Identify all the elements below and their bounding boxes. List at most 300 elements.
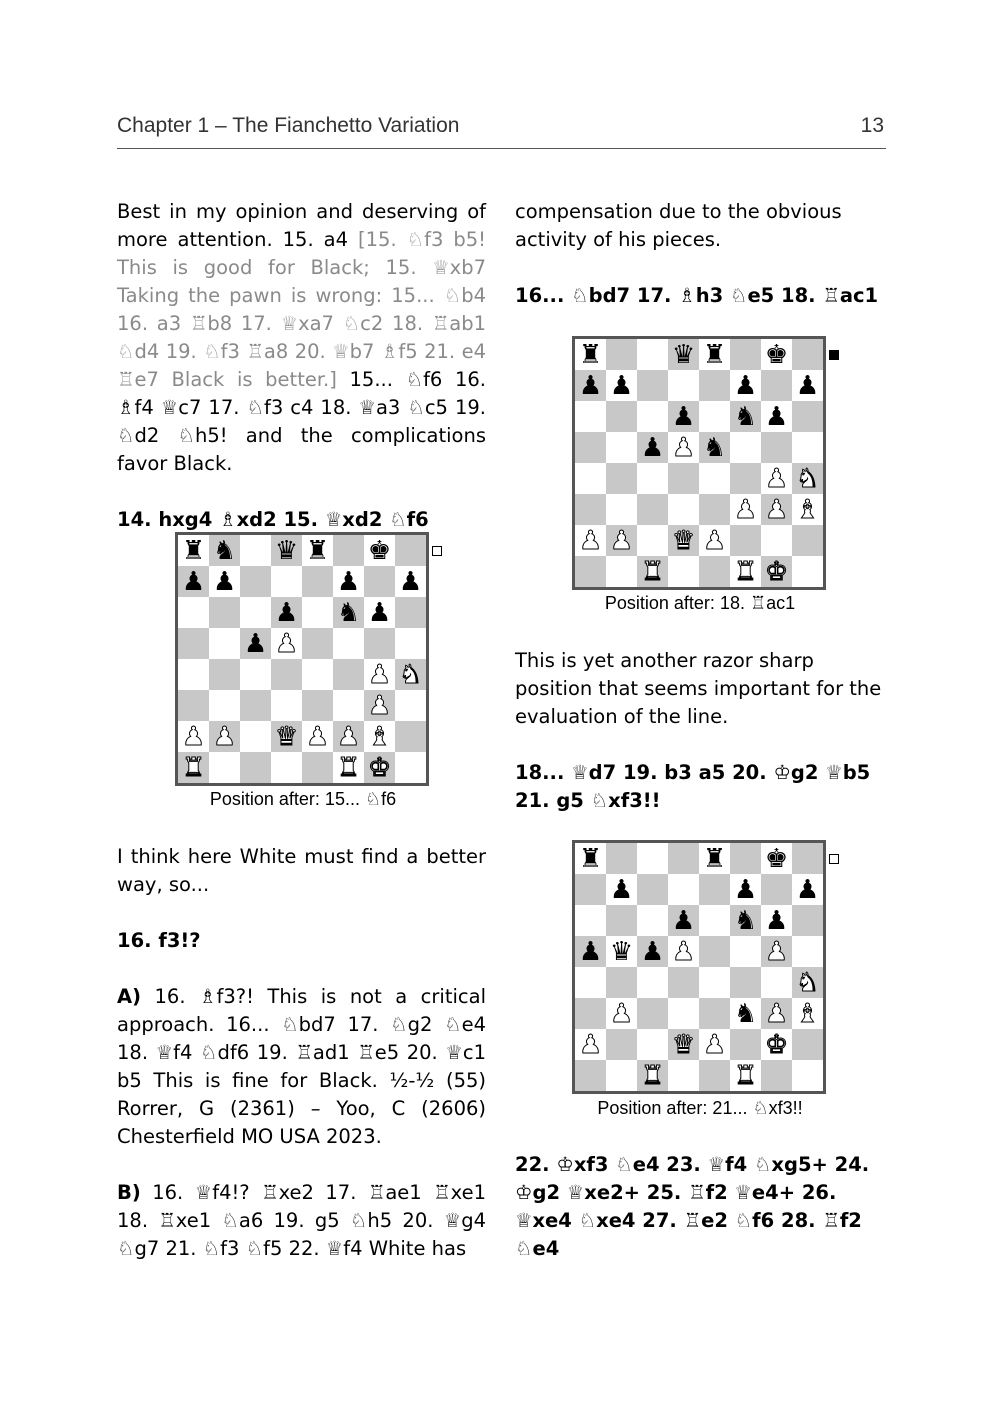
square-f1 xyxy=(333,752,364,783)
square-f5 xyxy=(730,936,761,967)
square-f3 xyxy=(333,690,364,721)
square-e3 xyxy=(302,690,333,721)
side-to-move-marker-3 xyxy=(829,854,839,864)
square-e6 xyxy=(699,401,730,432)
square-g8 xyxy=(761,339,792,370)
white-king-icon: ♚ xyxy=(764,1029,789,1060)
white-bishop-icon: ♝ xyxy=(367,721,392,752)
page-header xyxy=(117,112,886,149)
square-g2 xyxy=(761,525,792,556)
white-pawn-icon: ♟ xyxy=(181,721,206,752)
white-bishop-icon: ♝ xyxy=(795,998,820,1029)
square-a4 xyxy=(178,659,209,690)
square-f7 xyxy=(730,874,761,905)
chess-board-3 xyxy=(572,840,826,1094)
square-g6 xyxy=(761,401,792,432)
black-pawn-icon: ♟ xyxy=(640,432,665,463)
variation-a-label: A) xyxy=(117,985,142,1008)
white-pawn-icon: ♟ xyxy=(578,1029,603,1060)
square-a6 xyxy=(575,905,606,936)
square-a4 xyxy=(575,463,606,494)
square-e2 xyxy=(699,525,730,556)
black-pawn-icon: ♟ xyxy=(733,370,758,401)
white-pawn-icon: ♟ xyxy=(671,432,696,463)
square-g3 xyxy=(761,998,792,1029)
black-pawn-icon: ♟ xyxy=(212,566,237,597)
square-g5 xyxy=(761,936,792,967)
square-e8 xyxy=(699,339,730,370)
black-pawn-icon: ♟ xyxy=(795,874,820,905)
square-a2 xyxy=(178,721,209,752)
paragraph-compensation: compensation due to the obvious activity of his pieces. xyxy=(515,200,842,251)
square-a7 xyxy=(575,874,606,905)
black-rook-icon: ♜ xyxy=(702,339,727,370)
board-caption-3: Position after: 21... ♘xf3!! xyxy=(597,1098,803,1118)
square-e4 xyxy=(302,659,333,690)
white-knight-icon: ♞ xyxy=(795,967,820,998)
chess-board-2 xyxy=(572,336,826,590)
black-pawn-icon: ♟ xyxy=(764,401,789,432)
square-d5 xyxy=(668,432,699,463)
square-b8 xyxy=(209,535,240,566)
black-pawn-icon: ♟ xyxy=(795,370,820,401)
white-queen-icon: ♛ xyxy=(274,721,299,752)
white-pawn-icon: ♟ xyxy=(367,690,392,721)
square-a6 xyxy=(575,401,606,432)
variation-a-text: 16. ♗f3?! This is not a critical approach. 16... ♘bd7 17. ♘g2 ♘e4 18. ♕f4 ♘df6 19. ♖ad1 ♖e5 20. ♕c1 b5 This is fine for Black. ½-½ (55) Rorrer, G (2361) – Yoo, C (2606) Chesterfield MO USA 2023. xyxy=(117,985,486,1148)
white-pawn-icon: ♟ xyxy=(702,1029,727,1060)
square-b5 xyxy=(606,432,637,463)
square-h7 xyxy=(395,566,426,597)
black-knight-icon: ♞ xyxy=(702,432,727,463)
square-b5 xyxy=(209,628,240,659)
text-main-continued: 15... ♘f6 16. ♗f4 ♕c7 17. ♘f3 c4 18. ♕a3 ♘c5 19. ♘d2 ♘h5! and the complications favor Black. xyxy=(117,368,486,475)
square-g1 xyxy=(761,1060,792,1091)
square-e7 xyxy=(302,566,333,597)
square-a3 xyxy=(575,998,606,1029)
square-g2 xyxy=(761,1029,792,1060)
black-king-icon: ♚ xyxy=(367,535,392,566)
square-h1 xyxy=(395,752,426,783)
square-c6 xyxy=(637,401,668,432)
square-e8 xyxy=(699,843,730,874)
square-b8 xyxy=(606,339,637,370)
square-b6 xyxy=(606,401,637,432)
square-c5 xyxy=(637,936,668,967)
square-a7 xyxy=(178,566,209,597)
square-a1 xyxy=(575,1060,606,1091)
board-caption-1: Position after: 15... ♘f6 xyxy=(209,789,397,809)
square-c1 xyxy=(637,1060,668,1091)
white-pawn-icon: ♟ xyxy=(578,525,603,556)
white-rook-icon: ♜ xyxy=(336,752,361,783)
white-rook-icon: ♜ xyxy=(181,752,206,783)
square-h6 xyxy=(395,597,426,628)
white-pawn-icon: ♟ xyxy=(609,998,634,1029)
square-f4 xyxy=(730,967,761,998)
square-c8 xyxy=(240,535,271,566)
square-d6 xyxy=(271,597,302,628)
square-h2 xyxy=(792,1029,823,1060)
square-e8 xyxy=(302,535,333,566)
square-g8 xyxy=(761,843,792,874)
square-d6 xyxy=(668,401,699,432)
square-e2 xyxy=(699,1029,730,1060)
square-d7 xyxy=(668,874,699,905)
square-c7 xyxy=(637,370,668,401)
square-h4 xyxy=(792,967,823,998)
black-knight-icon: ♞ xyxy=(733,905,758,936)
square-g7 xyxy=(761,874,792,905)
black-pawn-icon: ♟ xyxy=(640,936,665,967)
square-g7 xyxy=(761,370,792,401)
square-c2 xyxy=(637,1029,668,1060)
side-to-move-marker-2 xyxy=(829,350,839,360)
square-b8 xyxy=(606,843,637,874)
square-g4 xyxy=(364,659,395,690)
square-c2 xyxy=(637,525,668,556)
square-h1 xyxy=(792,556,823,587)
square-b4 xyxy=(606,463,637,494)
square-f7 xyxy=(730,370,761,401)
chess-board-1 xyxy=(175,532,429,786)
black-pawn-icon: ♟ xyxy=(181,566,206,597)
square-h5 xyxy=(792,936,823,967)
square-a2 xyxy=(575,525,606,556)
square-d2 xyxy=(271,721,302,752)
square-d3 xyxy=(668,998,699,1029)
white-king-icon: ♚ xyxy=(764,556,789,587)
black-knight-icon: ♞ xyxy=(733,998,758,1029)
black-pawn-icon: ♟ xyxy=(274,597,299,628)
square-a3 xyxy=(178,690,209,721)
square-c8 xyxy=(637,339,668,370)
black-pawn-icon: ♟ xyxy=(398,566,423,597)
white-queen-icon: ♛ xyxy=(671,525,696,556)
square-a8 xyxy=(575,339,606,370)
square-f6 xyxy=(730,905,761,936)
square-f8 xyxy=(730,339,761,370)
left-column-bottom xyxy=(117,843,486,1291)
square-a8 xyxy=(575,843,606,874)
square-d1 xyxy=(668,556,699,587)
square-g5 xyxy=(761,432,792,463)
white-pawn-icon: ♟ xyxy=(609,525,634,556)
square-f1 xyxy=(730,1060,761,1091)
square-h3 xyxy=(395,690,426,721)
square-b4 xyxy=(606,967,637,998)
square-a4 xyxy=(575,967,606,998)
side-to-move-marker-1 xyxy=(432,546,442,556)
square-f3 xyxy=(730,998,761,1029)
white-king-icon: ♚ xyxy=(367,752,392,783)
right-column-middle xyxy=(515,647,887,843)
square-a8 xyxy=(178,535,209,566)
square-d2 xyxy=(668,1029,699,1060)
square-d3 xyxy=(668,494,699,525)
square-a5 xyxy=(575,432,606,463)
square-g3 xyxy=(761,494,792,525)
square-h3 xyxy=(792,494,823,525)
white-pawn-icon: ♟ xyxy=(336,721,361,752)
square-e6 xyxy=(302,597,333,628)
left-column-top xyxy=(117,198,487,566)
square-e4 xyxy=(699,463,730,494)
white-bishop-icon: ♝ xyxy=(795,494,820,525)
square-a5 xyxy=(575,936,606,967)
square-b6 xyxy=(209,597,240,628)
white-rook-icon: ♜ xyxy=(733,1060,758,1091)
square-e1 xyxy=(302,752,333,783)
white-pawn-icon: ♟ xyxy=(764,998,789,1029)
black-pawn-icon: ♟ xyxy=(671,401,696,432)
black-rook-icon: ♜ xyxy=(702,843,727,874)
black-rook-icon: ♜ xyxy=(181,535,206,566)
white-pawn-icon: ♟ xyxy=(212,721,237,752)
white-pawn-icon: ♟ xyxy=(367,659,392,690)
square-c5 xyxy=(637,432,668,463)
square-f3 xyxy=(730,494,761,525)
square-g6 xyxy=(364,597,395,628)
square-f7 xyxy=(333,566,364,597)
square-f6 xyxy=(730,401,761,432)
white-pawn-icon: ♟ xyxy=(671,936,696,967)
square-c7 xyxy=(240,566,271,597)
square-d1 xyxy=(271,752,302,783)
right-column-top xyxy=(515,198,887,338)
board-caption-2: Position after: 18. ♖ac1 xyxy=(604,593,796,613)
move-line-18: 18... ♕d7 19. b3 a5 20. ♔g2 ♕b5 21. g5 ♘xf3!! xyxy=(515,761,871,812)
square-c8 xyxy=(637,843,668,874)
paragraph-intro xyxy=(117,198,486,478)
square-e3 xyxy=(699,998,730,1029)
variation-a xyxy=(117,983,486,1151)
square-f4 xyxy=(333,659,364,690)
black-pawn-icon: ♟ xyxy=(609,370,634,401)
square-f4 xyxy=(730,463,761,494)
white-knight-icon: ♞ xyxy=(398,659,423,690)
paragraph-razor-sharp: This is yet another razor sharp position that seems important for the evaluation of the line. xyxy=(515,649,882,728)
square-b3 xyxy=(209,690,240,721)
square-g7 xyxy=(364,566,395,597)
square-h5 xyxy=(395,628,426,659)
square-h4 xyxy=(395,659,426,690)
black-queen-icon: ♛ xyxy=(274,535,299,566)
variation-b-label: B) xyxy=(117,1181,141,1204)
black-knight-icon: ♞ xyxy=(212,535,237,566)
black-rook-icon: ♜ xyxy=(578,339,603,370)
square-a6 xyxy=(178,597,209,628)
square-f2 xyxy=(730,525,761,556)
white-pawn-icon: ♟ xyxy=(764,494,789,525)
square-d4 xyxy=(271,659,302,690)
square-b7 xyxy=(209,566,240,597)
square-d7 xyxy=(271,566,302,597)
black-rook-icon: ♜ xyxy=(305,535,330,566)
square-c3 xyxy=(637,998,668,1029)
square-b7 xyxy=(606,370,637,401)
square-e1 xyxy=(699,556,730,587)
square-c3 xyxy=(637,494,668,525)
white-pawn-icon: ♟ xyxy=(764,936,789,967)
square-c5 xyxy=(240,628,271,659)
square-f2 xyxy=(730,1029,761,1060)
move-line-16: 16. f3!? xyxy=(117,929,201,952)
square-c6 xyxy=(240,597,271,628)
black-pawn-icon: ♟ xyxy=(733,874,758,905)
square-g4 xyxy=(761,463,792,494)
black-queen-icon: ♛ xyxy=(671,339,696,370)
square-d2 xyxy=(668,525,699,556)
square-h8 xyxy=(395,535,426,566)
black-pawn-icon: ♟ xyxy=(367,597,392,628)
square-d7 xyxy=(668,370,699,401)
paragraph-better-way: I think here White must find a better way, so... xyxy=(117,845,486,896)
square-d1 xyxy=(668,1060,699,1091)
square-e6 xyxy=(699,905,730,936)
white-pawn-icon: ♟ xyxy=(764,463,789,494)
square-a1 xyxy=(178,752,209,783)
square-h1 xyxy=(792,1060,823,1091)
black-pawn-icon: ♟ xyxy=(578,936,603,967)
square-h2 xyxy=(792,525,823,556)
square-d8 xyxy=(668,843,699,874)
square-b3 xyxy=(606,494,637,525)
square-e4 xyxy=(699,967,730,998)
move-line-14: 14. hxg4 ♗xd2 15. ♕xd2 ♘f6 xyxy=(117,508,429,531)
black-pawn-icon: ♟ xyxy=(243,628,268,659)
square-g6 xyxy=(761,905,792,936)
square-h4 xyxy=(792,463,823,494)
square-e7 xyxy=(699,370,730,401)
right-column-bottom xyxy=(515,1151,887,1291)
square-g4 xyxy=(761,967,792,998)
square-a2 xyxy=(575,1029,606,1060)
square-e7 xyxy=(699,874,730,905)
square-c7 xyxy=(637,874,668,905)
black-pawn-icon: ♟ xyxy=(336,566,361,597)
square-b2 xyxy=(606,1029,637,1060)
square-h8 xyxy=(792,339,823,370)
square-h8 xyxy=(792,843,823,874)
square-e5 xyxy=(699,432,730,463)
move-line-22: 22. ♔xf3 ♘e4 23. ♕f4 ♘xg5+ 24. ♔g2 ♕xe2+ 25. ♖f2 ♕e4+ 26. ♕xe4 ♘xe4 27. ♖e2 ♘f6 28. ♖f2 ♘e4 xyxy=(515,1153,870,1260)
square-e1 xyxy=(699,1060,730,1091)
black-pawn-icon: ♟ xyxy=(671,905,696,936)
square-h7 xyxy=(792,874,823,905)
page-number: 13 xyxy=(860,114,884,137)
black-knight-icon: ♞ xyxy=(733,401,758,432)
square-h5 xyxy=(792,432,823,463)
square-d8 xyxy=(271,535,302,566)
square-c1 xyxy=(240,752,271,783)
square-h7 xyxy=(792,370,823,401)
square-g1 xyxy=(761,556,792,587)
square-d5 xyxy=(271,628,302,659)
square-h3 xyxy=(792,998,823,1029)
square-b2 xyxy=(606,525,637,556)
square-b6 xyxy=(606,905,637,936)
black-pawn-icon: ♟ xyxy=(609,874,634,905)
black-king-icon: ♚ xyxy=(764,843,789,874)
square-f5 xyxy=(730,432,761,463)
square-b1 xyxy=(606,1060,637,1091)
variation-b-text: 16. ♕f4!? ♖xe2 17. ♖ae1 ♖xe1 18. ♖xe1 ♘a6 19. g5 ♘h5 20. ♕g4 ♘g7 21. ♘f3 ♘f5 22. ♕f4 White has xyxy=(117,1181,486,1260)
black-pawn-icon: ♟ xyxy=(764,905,789,936)
square-b7 xyxy=(606,874,637,905)
white-rook-icon: ♜ xyxy=(640,556,665,587)
white-pawn-icon: ♟ xyxy=(305,721,330,752)
white-pawn-icon: ♟ xyxy=(274,628,299,659)
square-f1 xyxy=(730,556,761,587)
square-b4 xyxy=(209,659,240,690)
square-b1 xyxy=(606,556,637,587)
white-pawn-icon: ♟ xyxy=(733,494,758,525)
square-b3 xyxy=(606,998,637,1029)
square-e2 xyxy=(302,721,333,752)
white-rook-icon: ♜ xyxy=(733,556,758,587)
white-queen-icon: ♛ xyxy=(671,1029,696,1060)
square-b1 xyxy=(209,752,240,783)
black-pawn-icon: ♟ xyxy=(578,370,603,401)
square-f6 xyxy=(333,597,364,628)
square-h6 xyxy=(792,401,823,432)
square-d4 xyxy=(668,463,699,494)
square-c4 xyxy=(637,967,668,998)
square-g5 xyxy=(364,628,395,659)
square-e5 xyxy=(699,936,730,967)
square-d8 xyxy=(668,339,699,370)
black-king-icon: ♚ xyxy=(764,339,789,370)
square-c3 xyxy=(240,690,271,721)
square-c2 xyxy=(240,721,271,752)
square-f8 xyxy=(730,843,761,874)
white-rook-icon: ♜ xyxy=(640,1060,665,1091)
square-a3 xyxy=(575,494,606,525)
text-main: Best in my opinion and deserving of more attention. 15. a4 xyxy=(117,200,486,251)
square-c4 xyxy=(240,659,271,690)
square-d4 xyxy=(668,967,699,998)
white-pawn-icon: ♟ xyxy=(702,525,727,556)
square-d3 xyxy=(271,690,302,721)
square-h2 xyxy=(395,721,426,752)
square-e3 xyxy=(699,494,730,525)
square-a1 xyxy=(575,556,606,587)
move-line-16-black: 16... ♘bd7 17. ♗h3 ♘e5 18. ♖ac1 xyxy=(515,284,879,307)
text-sideline: [15. ♘f3 b5! This is good for Black; 15. ♕xb7 Taking the pawn is wrong: 15... ♘b4 16. a3 ♖b8 17. ♕xa7 ♘c2 18. ♖ab1 ♘d4 19. ♘f3 ♖a8 20. ♕b7 ♗f5 21. e4 ♖e7 Black is better.] xyxy=(117,228,487,391)
square-g3 xyxy=(364,690,395,721)
square-h6 xyxy=(792,905,823,936)
square-b2 xyxy=(209,721,240,752)
square-b5 xyxy=(606,936,637,967)
square-g2 xyxy=(364,721,395,752)
square-g8 xyxy=(364,535,395,566)
square-c1 xyxy=(637,556,668,587)
white-knight-icon: ♞ xyxy=(795,463,820,494)
black-knight-icon: ♞ xyxy=(336,597,361,628)
square-a7 xyxy=(575,370,606,401)
variation-b xyxy=(117,1179,486,1263)
square-d6 xyxy=(668,905,699,936)
square-f8 xyxy=(333,535,364,566)
square-d5 xyxy=(668,936,699,967)
square-e5 xyxy=(302,628,333,659)
square-a5 xyxy=(178,628,209,659)
square-c4 xyxy=(637,463,668,494)
chapter-title: Chapter 1 – The Fianchetto Variation xyxy=(117,114,460,137)
square-f2 xyxy=(333,721,364,752)
square-c6 xyxy=(637,905,668,936)
